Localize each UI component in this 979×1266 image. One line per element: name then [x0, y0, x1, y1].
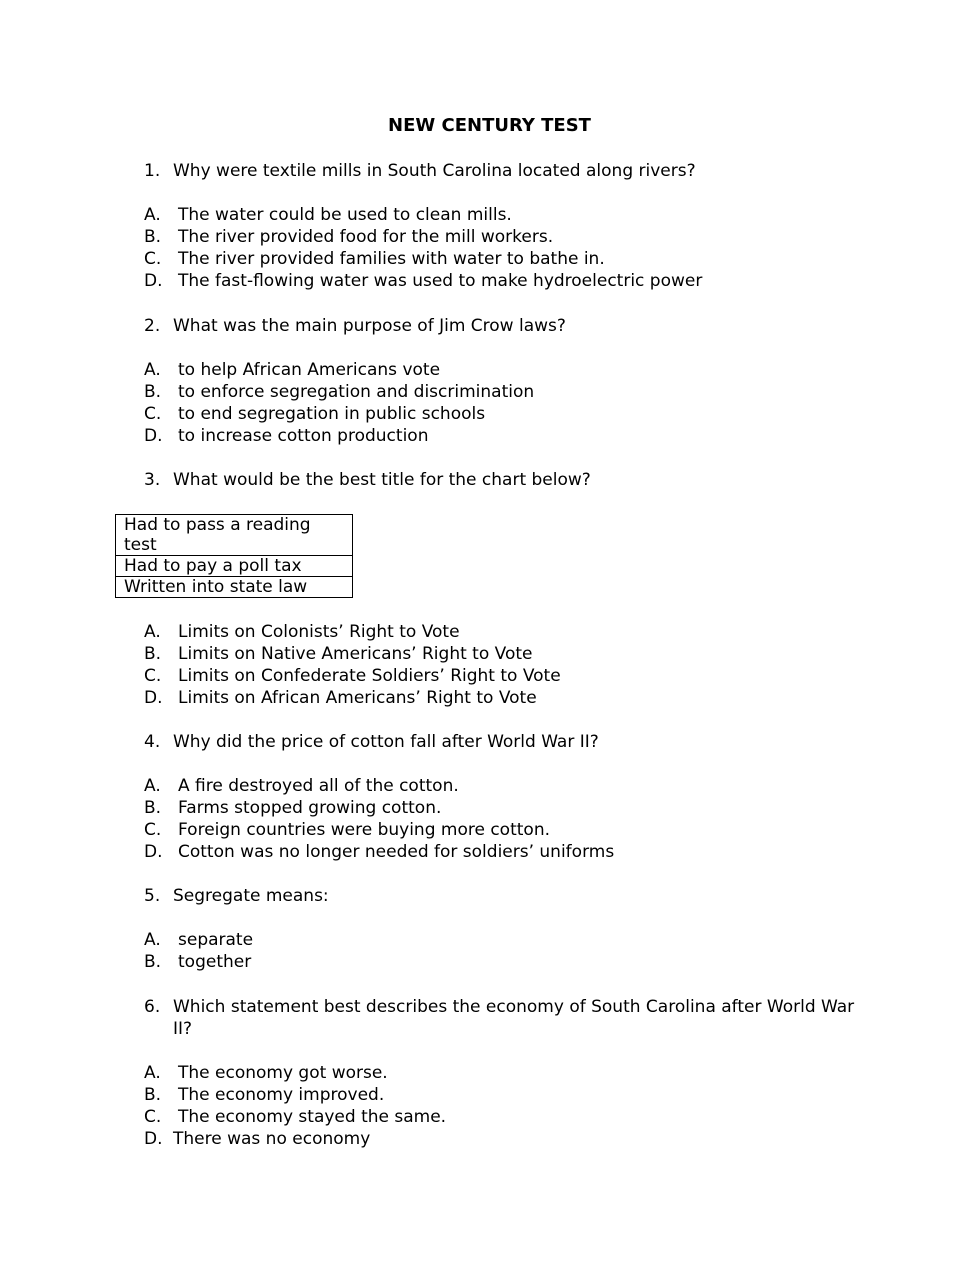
option-text: Farms stopped growing cotton.	[178, 798, 442, 818]
option-text: The economy got worse.	[178, 1063, 388, 1083]
table-cell: Had to pay a poll tax	[116, 556, 353, 577]
question-4	[144, 731, 599, 753]
question-number: 3.	[144, 470, 161, 490]
option-text: Limits on Colonists’ Right to Vote	[178, 622, 460, 642]
option-1d	[144, 270, 702, 292]
option-letter: B.	[144, 952, 162, 972]
option-text: The economy stayed the same.	[178, 1107, 447, 1127]
option-3a	[144, 621, 460, 643]
option-2c	[144, 403, 485, 425]
option-5a	[144, 929, 253, 951]
question-2	[144, 315, 566, 337]
question-text: Why were textile mills in South Carolina located along rivers?	[173, 161, 696, 181]
option-text: separate	[178, 930, 254, 950]
option-text: The fast-flowing water was used to make hydroelectric power	[178, 271, 703, 291]
option-1b	[144, 226, 553, 248]
table-row	[116, 556, 353, 577]
option-text: There was no economy	[173, 1129, 371, 1149]
option-text: to help African Americans vote	[178, 360, 441, 380]
option-letter: B.	[144, 798, 162, 818]
question-number: 2.	[144, 316, 161, 336]
question-text: What was the main purpose of Jim Crow laws?	[173, 316, 566, 336]
option-3d	[144, 687, 537, 709]
question-number: 6.	[144, 997, 161, 1017]
option-6d	[144, 1128, 370, 1150]
option-text: Limits on Native Americans’ Right to Vote	[178, 644, 533, 664]
option-letter: D.	[144, 1129, 163, 1149]
option-text: Limits on Confederate Soldiers’ Right to Vote	[178, 666, 561, 686]
option-text: Foreign countries were buying more cotton.	[178, 820, 550, 840]
option-4c	[144, 819, 550, 841]
table-cell: Written into state law	[116, 577, 353, 598]
option-6c	[144, 1106, 446, 1128]
option-1a	[144, 204, 512, 226]
question-3	[144, 469, 591, 491]
option-4d	[144, 841, 614, 863]
option-letter: D.	[144, 271, 163, 291]
option-letter: B.	[144, 1085, 162, 1105]
option-2d	[144, 425, 428, 447]
option-text: The economy improved.	[178, 1085, 385, 1105]
option-3b	[144, 643, 532, 665]
option-letter: B.	[144, 227, 162, 247]
question-number: 4.	[144, 732, 161, 752]
question-number: 1.	[144, 161, 161, 181]
option-letter: D.	[144, 426, 163, 446]
option-6b	[144, 1084, 384, 1106]
voting-limits-chart	[115, 514, 353, 598]
option-letter: C.	[144, 249, 162, 269]
option-text: The water could be used to clean mills.	[178, 205, 512, 225]
question-text: Why did the price of cotton fall after World War II?	[173, 732, 599, 752]
option-4a	[144, 775, 459, 797]
question-1	[144, 160, 696, 182]
option-6a	[144, 1062, 388, 1084]
option-text: to enforce segregation and discrimination	[178, 382, 535, 402]
option-2a	[144, 359, 440, 381]
page-title: NEW CENTURY TEST	[388, 115, 591, 136]
option-4b	[144, 797, 441, 819]
option-2b	[144, 381, 534, 403]
option-text: Cotton was no longer needed for soldiers’ uniforms	[178, 842, 615, 862]
option-letter: A.	[144, 360, 161, 380]
table-cell: Had to pass a reading test	[116, 515, 353, 556]
question-text: What would be the best title for the chart below?	[173, 470, 591, 490]
table-row	[116, 577, 353, 598]
option-letter: C.	[144, 1107, 162, 1127]
option-letter: A.	[144, 776, 161, 796]
option-5b	[144, 951, 251, 973]
option-letter: B.	[144, 382, 162, 402]
option-text: together	[178, 952, 252, 972]
table-row	[116, 515, 353, 556]
option-letter: D.	[144, 842, 163, 862]
question-6-text: Which statement best describes the economy of South Carolina after World War II?	[173, 997, 855, 1039]
option-text: A fire destroyed all of the cotton.	[178, 776, 459, 796]
option-text: to end segregation in public schools	[178, 404, 486, 424]
option-letter: A.	[144, 622, 161, 642]
option-letter: C.	[144, 666, 162, 686]
option-text: The river provided food for the mill workers.	[178, 227, 554, 247]
option-3c	[144, 665, 561, 687]
question-number: 5.	[144, 886, 161, 906]
option-letter: C.	[144, 820, 162, 840]
option-letter: A.	[144, 205, 161, 225]
option-letter: B.	[144, 644, 162, 664]
option-letter: C.	[144, 404, 162, 424]
option-text: The river provided families with water to bathe in.	[178, 249, 605, 269]
question-6-number-line	[144, 996, 173, 1018]
option-letter: A.	[144, 1063, 161, 1083]
option-text: to increase cotton production	[178, 426, 429, 446]
option-letter: A.	[144, 930, 161, 950]
option-text: Limits on African Americans’ Right to Vote	[178, 688, 537, 708]
option-1c	[144, 248, 605, 270]
question-text: Segregate means:	[173, 886, 329, 906]
option-letter: D.	[144, 688, 163, 708]
question-5	[144, 885, 329, 907]
